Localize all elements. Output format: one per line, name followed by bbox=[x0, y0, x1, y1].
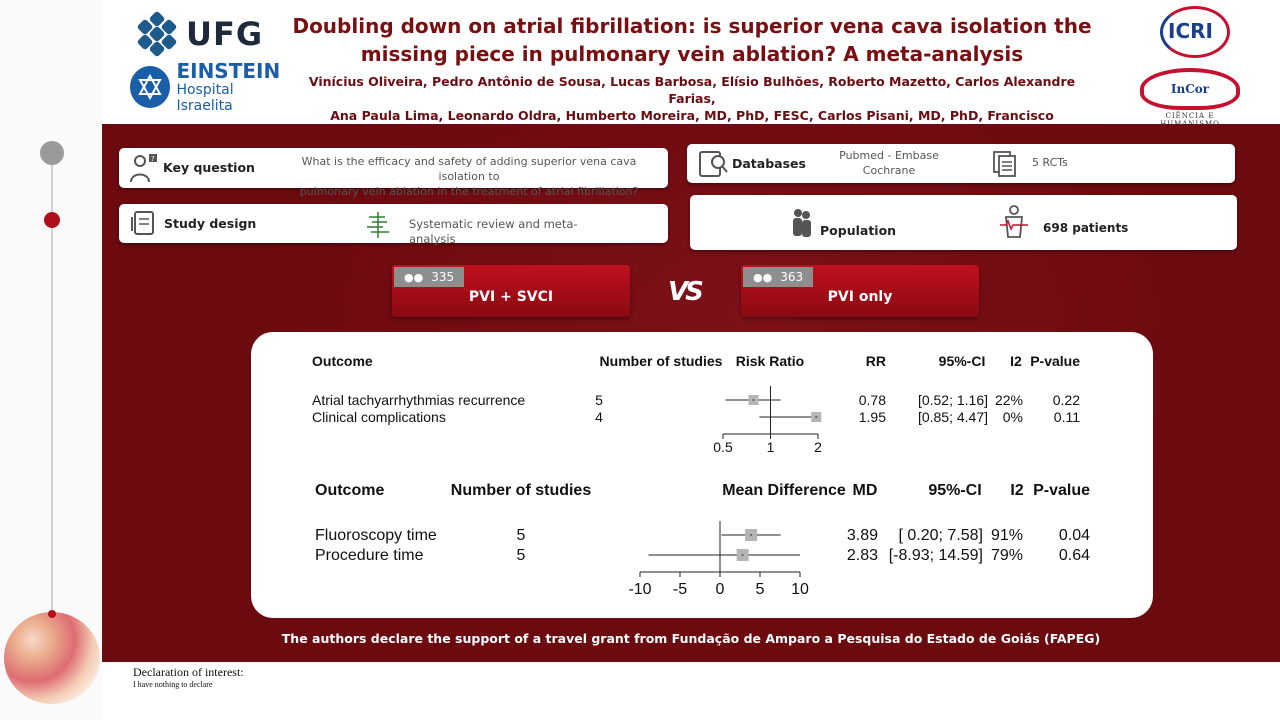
key-question-text-line-2: pulmonary vein ablation in the treatment of atrial fibrillation? bbox=[299, 185, 639, 198]
forest-ci-value: [ 0.20; 7.58] bbox=[898, 527, 983, 544]
key-question-label: Key question bbox=[163, 160, 255, 175]
forest-header-2: Number of studies bbox=[450, 482, 592, 499]
authors-line-1: Vinícius Oliveira, Pedro Antônio de Sousa, Lucas Barbosa, Elísio Bulhões, Roberto Mazetto, Carlos Alexandre Farias, bbox=[308, 74, 1076, 106]
poster-title bbox=[292, 12, 1092, 68]
databases-text-line-1: Pubmed - Embase bbox=[839, 149, 939, 162]
key-question-text bbox=[279, 154, 659, 199]
declaration-title: Declaration of interest: bbox=[133, 665, 244, 679]
forest-estimate-value: 0.78 bbox=[858, 392, 886, 408]
decorative-image bbox=[4, 612, 100, 704]
forest-p-value: 0.11 bbox=[1053, 409, 1080, 425]
timeline-dot-end bbox=[48, 610, 56, 618]
heart-person-icon bbox=[998, 205, 1030, 243]
population-card bbox=[690, 195, 1237, 250]
forest-plot-card bbox=[251, 332, 1153, 618]
users-icon: ●● bbox=[753, 271, 773, 284]
forest-header-7: P-value bbox=[1033, 482, 1090, 499]
forest-header-1: Outcome bbox=[315, 482, 385, 499]
forest-studies-count: 4 bbox=[595, 409, 603, 425]
forest-header-1: Outcome bbox=[312, 353, 373, 369]
forest-estimate-value: 3.89 bbox=[846, 527, 878, 544]
ufg-logo bbox=[136, 12, 266, 56]
forest-header-3: Mean Difference bbox=[722, 482, 846, 499]
forest-ci-value: [0.85; 4.47] bbox=[917, 409, 988, 425]
forest-outcome-label: Clinical complications bbox=[312, 409, 446, 425]
forest-header-5: 95%-CI bbox=[928, 482, 982, 499]
incor-logo bbox=[1138, 66, 1242, 122]
forest-header-4: MD bbox=[852, 482, 878, 499]
forest-plot-svg bbox=[251, 332, 1153, 618]
einstein-logo bbox=[130, 59, 290, 114]
databases-text bbox=[829, 148, 949, 178]
forest-ci-value: [0.52; 1.16] bbox=[917, 392, 988, 408]
study-design-label: Study design bbox=[164, 216, 257, 231]
forest-header-7: P-value bbox=[1030, 353, 1080, 369]
forest-p-value: 0.04 bbox=[1058, 527, 1090, 544]
forest-tick-label: -10 bbox=[628, 581, 652, 598]
population-value: 698 patients bbox=[1043, 221, 1129, 235]
pvi-only-count-badge bbox=[743, 267, 813, 287]
doctor-question-icon bbox=[127, 152, 159, 188]
database-search-icon bbox=[697, 148, 729, 184]
forest-tick-label: 0 bbox=[715, 581, 725, 598]
forest-outcome-label: Fluoroscopy time bbox=[315, 527, 437, 544]
forest-i2-value: 0% bbox=[1002, 409, 1023, 425]
timeline-dot-gray[interactable] bbox=[40, 141, 64, 165]
document-icon bbox=[129, 209, 157, 241]
pvi-only-count: 363 bbox=[780, 270, 804, 284]
rct-count: 5 RCTs bbox=[1032, 156, 1068, 169]
left-rail bbox=[0, 0, 102, 720]
versus-label: VS bbox=[668, 277, 701, 307]
forest-header-6: I2 bbox=[1010, 353, 1022, 369]
forest-ci-value: [-8.93; 14.59] bbox=[888, 547, 983, 564]
timeline-dot-red[interactable] bbox=[44, 212, 60, 228]
forest-studies-count: 5 bbox=[516, 547, 526, 564]
databases-card bbox=[687, 144, 1235, 183]
forest-studies-count: 5 bbox=[595, 392, 603, 408]
einstein-logo-name: EINSTEIN bbox=[176, 59, 281, 83]
pvi-svci-count: 335 bbox=[431, 270, 455, 284]
title-line-1: Doubling down on atrial fibrillation: is superior vena cava isolation the bbox=[292, 14, 1092, 38]
key-question-text-line-1: What is the efficacy and safety of adding superior vena cava isolation to bbox=[301, 155, 637, 183]
people-group-icon bbox=[790, 207, 814, 243]
key-question-card bbox=[119, 148, 668, 198]
incor-logo-sub: CIÊNCIA E bbox=[1165, 112, 1215, 120]
forest-header-6: I2 bbox=[1010, 482, 1024, 499]
declaration-text: I have nothing to declare bbox=[133, 680, 213, 689]
forest-i2-value: 22% bbox=[994, 392, 1023, 408]
forest-i2-value: 79% bbox=[990, 547, 1023, 564]
icri-logo-text: ICRI bbox=[1168, 19, 1213, 43]
forest-tick-label: 10 bbox=[791, 581, 809, 598]
incor-logo-text: InCor bbox=[1170, 82, 1210, 96]
svg-text:?: ? bbox=[151, 155, 155, 163]
forest-tick-label: 5 bbox=[755, 581, 765, 598]
study-design-text: Systematic review and meta-analysis bbox=[409, 217, 578, 246]
forest-outcome-label: Procedure time bbox=[315, 547, 424, 564]
forest-tick-label: 0.5 bbox=[713, 439, 733, 455]
ufg-logo-text: UFG bbox=[186, 15, 264, 53]
forest-header-2: Number of studies bbox=[599, 353, 723, 369]
einstein-star-icon bbox=[130, 66, 170, 108]
documents-stack-icon bbox=[992, 150, 1018, 182]
databases-label: Databases bbox=[732, 156, 806, 171]
main-panel bbox=[102, 124, 1280, 662]
title-line-2: missing piece in pulmonary vein ablation? A meta-analysis bbox=[360, 42, 1024, 66]
einstein-logo-sub: Hospital Israelita bbox=[176, 82, 234, 114]
pvi-svci-label: PVI + SVCI bbox=[468, 289, 554, 305]
forest-header-5: 95%-CI bbox=[938, 353, 986, 369]
forest-tick-label: 1 bbox=[766, 439, 775, 455]
population-label: Population bbox=[820, 223, 897, 238]
incor-heart-icon bbox=[1140, 68, 1240, 110]
pvi-svci-group[interactable] bbox=[392, 265, 630, 317]
forest-header-3: Risk Ratio bbox=[735, 353, 805, 369]
forest-tick-label: 2 bbox=[814, 439, 822, 455]
forest-header-4: RR bbox=[865, 353, 886, 369]
forest-studies-count: 5 bbox=[516, 527, 526, 544]
forest-p-value: 0.64 bbox=[1058, 547, 1090, 564]
databases-text-line-2: Cochrane bbox=[862, 164, 916, 177]
authors-line-2: Ana Paula Lima, Leonardo Oldra, Humberto Moreira, MD, PhD, FESC, Carlos Pisani, MD, PhD, Francisco bbox=[330, 108, 1054, 123]
forest-estimate-value: 2.83 bbox=[846, 547, 878, 564]
users-icon: ●● bbox=[404, 271, 424, 284]
forest-plot-icon bbox=[365, 212, 391, 242]
funding-statement: The authors declare the support of a travel grant from Fundação de Amparo a Pesquisa do Estado de Goiás (FAPEG) bbox=[281, 631, 1101, 646]
pvi-only-group[interactable] bbox=[741, 265, 979, 317]
forest-i2-value: 91% bbox=[990, 527, 1023, 544]
icri-logo bbox=[1154, 6, 1244, 62]
ufg-hex-icon bbox=[136, 13, 178, 55]
forest-outcome-label: Atrial tachyarrhythmias recurrence bbox=[312, 392, 526, 408]
forest-estimate-value: 1.95 bbox=[858, 409, 886, 425]
study-design-card bbox=[119, 204, 668, 246]
poster-header bbox=[102, 0, 1280, 124]
pvi-only-label: PVI only bbox=[827, 289, 893, 305]
forest-tick-label: -5 bbox=[672, 581, 688, 598]
forest-p-value: 0.22 bbox=[1052, 392, 1080, 408]
pvi-svci-count-badge bbox=[394, 267, 464, 287]
